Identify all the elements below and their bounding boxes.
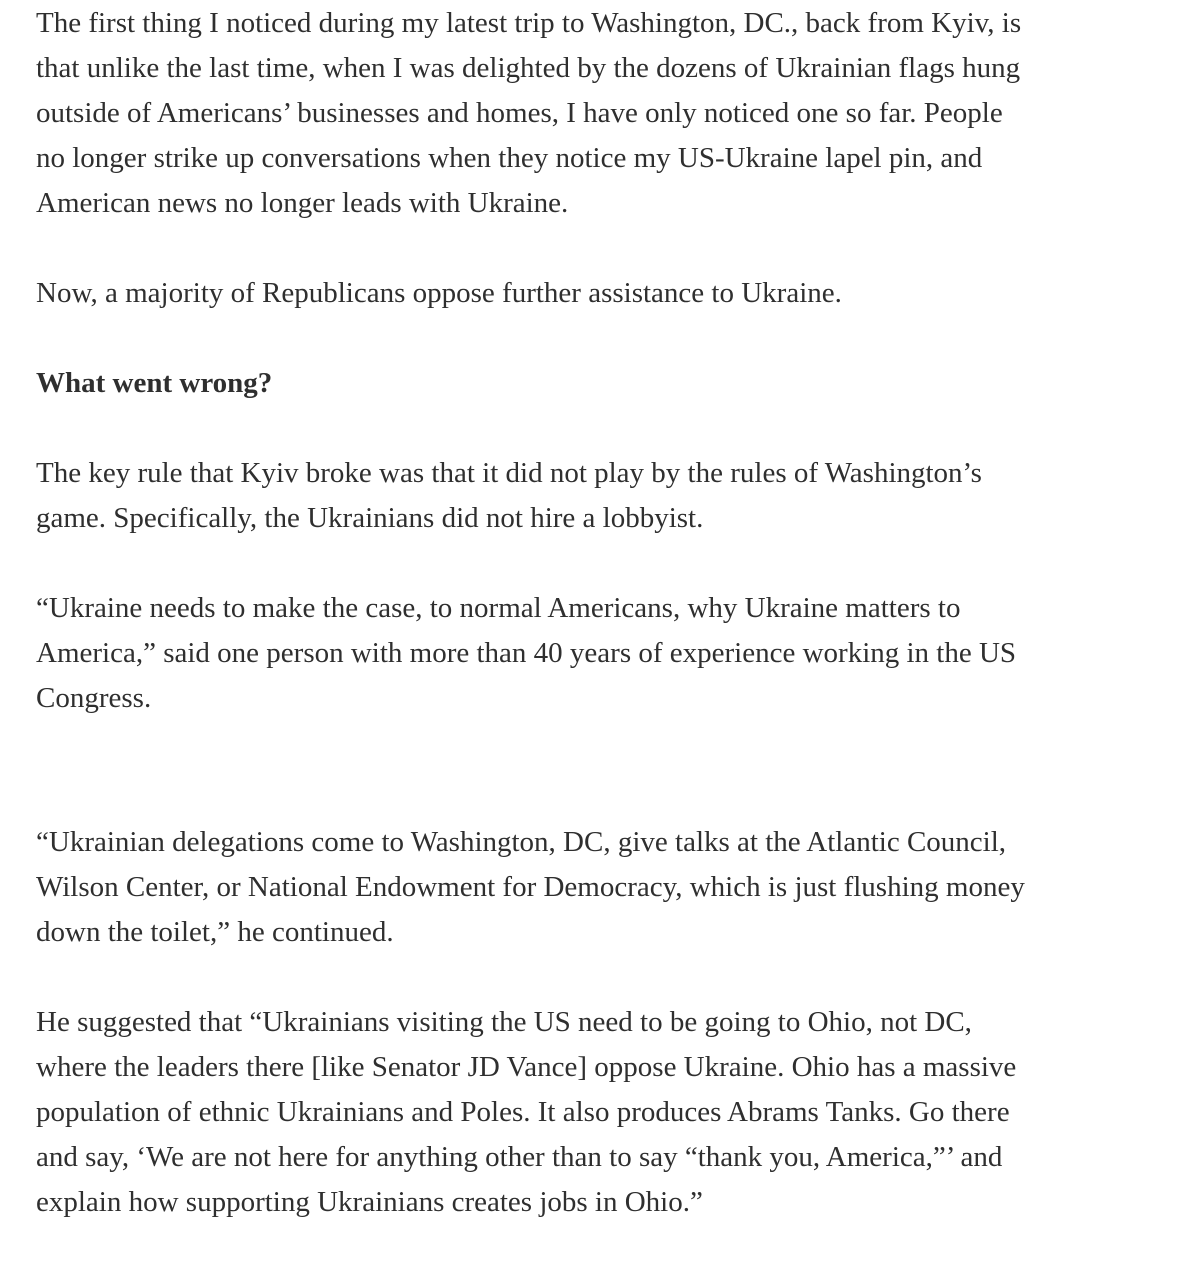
- text-line: population of ethnic Ukrainians and Poles. It also produces Abrams Tanks. Go there: [36, 1096, 1010, 1128]
- paragraph-quote-delegations: [36, 820, 1176, 955]
- text-line: Now, a majority of Republicans oppose further assistance to Ukraine.: [36, 277, 842, 309]
- text-line: What went wrong?: [36, 367, 273, 399]
- text-line: outside of Americans’ businesses and homes, I have only noticed one so far. People: [36, 97, 1003, 129]
- text-line: American news no longer leads with Ukraine.: [36, 187, 569, 219]
- text-line: America,” said one person with more than 40 years of experience working in the US: [36, 637, 1017, 669]
- text-line: down the toilet,” he continued.: [36, 916, 394, 948]
- spacer: [36, 766, 1176, 820]
- paragraph-key-rule: [36, 451, 1176, 541]
- text-line: that unlike the last time, when I was delighted by the dozens of Ukrainian flags hung: [36, 52, 1021, 84]
- paragraph-quote-congress: [36, 586, 1176, 721]
- text-line: and say, ‘We are not here for anything other than to say “thank you, America,”’ and: [36, 1141, 1003, 1173]
- text-line: game. Specifically, the Ukrainians did not hire a lobbyist.: [36, 502, 704, 534]
- subheading-what-went-wrong: [36, 361, 1176, 406]
- text-line: Congress.: [36, 682, 152, 714]
- text-line: “Ukrainian delegations come to Washington, DC, give talks at the Atlantic Council,: [36, 826, 1007, 858]
- text-line: “Ukraine needs to make the case, to normal Americans, why Ukraine matters to: [36, 592, 961, 624]
- text-line: The key rule that Kyiv broke was that it did not play by the rules of Washington’s: [36, 457, 982, 489]
- paragraph-intro: [36, 0, 1176, 226]
- text-line: He suggested that “Ukrainians visiting the US need to be going to Ohio, not DC,: [36, 1006, 972, 1038]
- paragraph-majority: [36, 271, 1176, 316]
- article-body: [36, 0, 1176, 1270]
- text-line: Wilson Center, or National Endowment for Democracy, which is just flushing money: [36, 871, 1025, 903]
- text-line: where the leaders there [like Senator JD Vance] oppose Ukraine. Ohio has a massive: [36, 1051, 1017, 1083]
- paragraph-ohio: [36, 1000, 1176, 1225]
- text-line: The first thing I noticed during my latest trip to Washington, DC., back from Kyiv, is: [36, 7, 1022, 39]
- text-line: no longer strike up conversations when they notice my US-Ukraine lapel pin, and: [36, 142, 983, 174]
- text-line: explain how supporting Ukrainians creates jobs in Ohio.”: [36, 1186, 703, 1218]
